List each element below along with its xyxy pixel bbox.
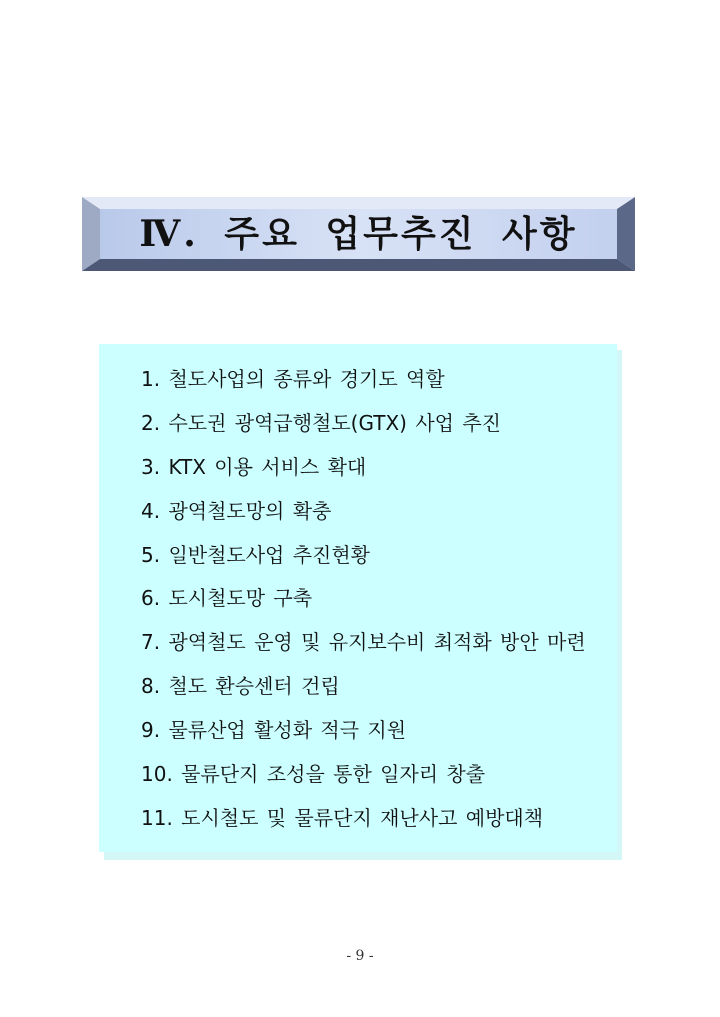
toc-item-10: 10. 물류단지 조성을 통한 일자리 창출 [141,762,486,787]
toc-item-9: 9. 물류산업 활성화 적극 지원 [141,718,407,743]
toc-item-2: 2. 수도권 광역급행철도(GTX) 사업 추진 [141,410,501,435]
toc-item-5: 5. 일반철도사업 추진현황 [141,542,370,567]
page-number: - 9 - [346,948,374,964]
toc-panel [99,344,617,852]
toc-item-4: 4. 광역철도망의 확충 [141,498,332,523]
toc-item-11: 11. 도시철도 및 물류단지 재난사고 예방대책 [141,805,544,830]
toc-item-8: 8. 철도 환승센터 건립 [141,674,340,699]
section-title: Ⅳ. 주요 업무추진 사항 [139,213,578,255]
toc-item-6: 6. 도시철도망 구축 [141,586,313,611]
toc-item-3: 3. KTX 이용 서비스 확대 [141,454,367,479]
toc-item-7: 7. 광역철도 운영 및 유지보수비 최적화 방안 마련 [141,630,586,655]
section-title-banner [82,197,635,271]
toc-list [141,364,586,847]
toc-item-1: 1. 철도사업의 종류와 경기도 역할 [141,367,445,391]
